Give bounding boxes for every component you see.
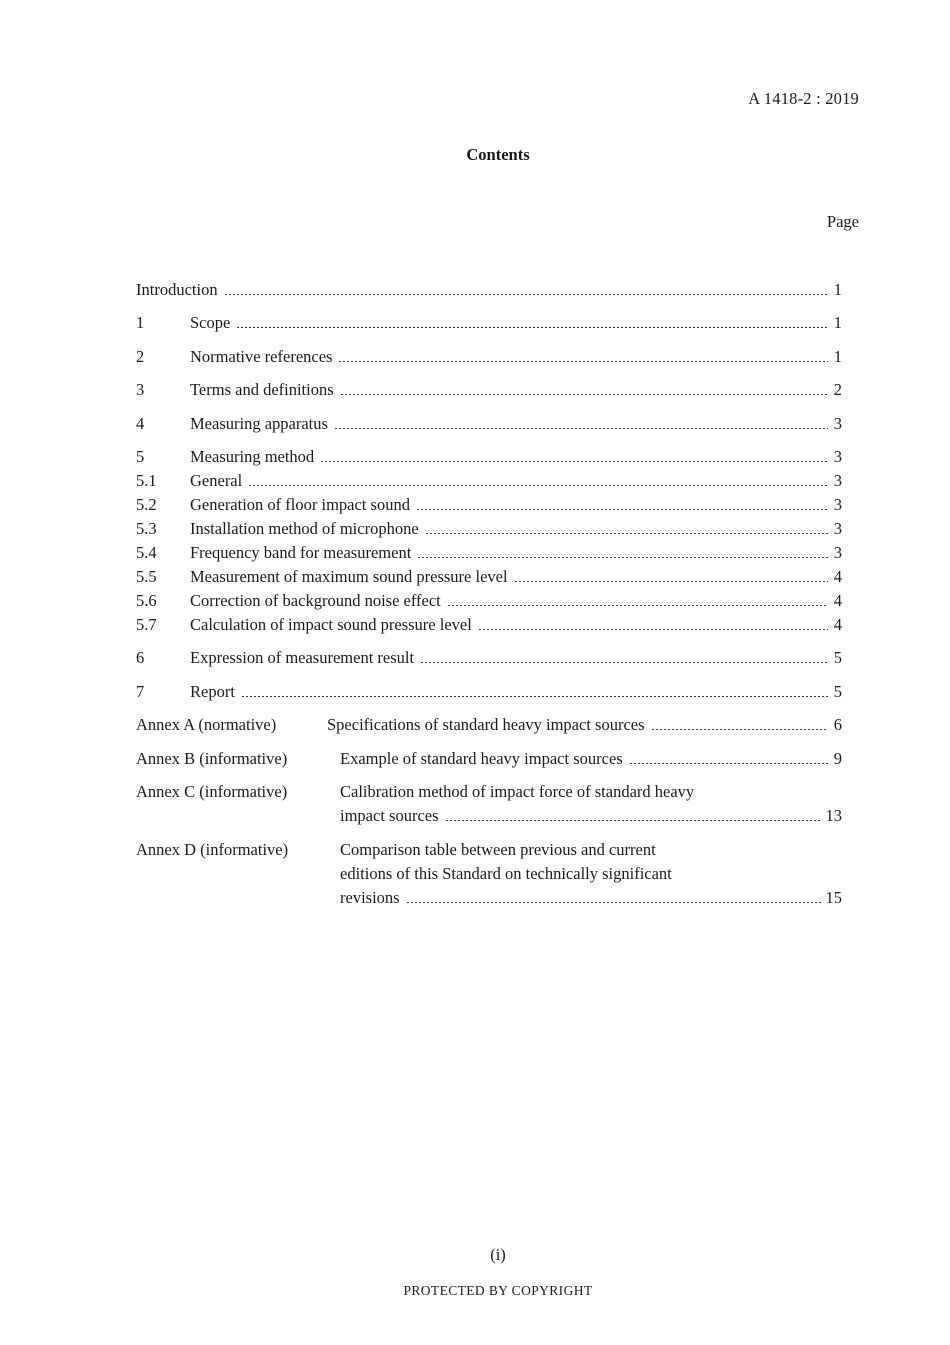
toc-entry-page: 3 xyxy=(833,495,842,514)
toc-entry-page: 3 xyxy=(833,519,842,538)
toc-entry-label: Measuring apparatus xyxy=(190,414,328,433)
copyright-notice: PROTECTED BY COPYRIGHT xyxy=(403,1283,593,1298)
dot-leader xyxy=(248,485,828,486)
toc-entry-installation-microphone[interactable] xyxy=(136,517,842,539)
dot-leader xyxy=(417,557,828,558)
toc-annex-b[interactable] xyxy=(136,747,842,769)
annex-title-line: Comparison table between previous and current xyxy=(340,840,656,859)
toc-annex-c[interactable] xyxy=(136,780,842,828)
toc-entry-page: 3 xyxy=(833,543,842,562)
dot-leader xyxy=(478,629,828,630)
toc-entry-page: 3 xyxy=(833,447,842,466)
toc-entry-page: 3 xyxy=(833,414,842,433)
toc-entry-page: 2 xyxy=(833,380,842,399)
toc-entry-label: Measuring method xyxy=(190,447,315,466)
toc-entry-number: 5.2 xyxy=(136,495,157,514)
toc-entry-normative-references[interactable] xyxy=(136,345,842,367)
toc-entry-page: 1 xyxy=(833,280,842,299)
toc-entry-label: Normative references xyxy=(190,347,333,366)
toc-entry-label: Scope xyxy=(190,313,231,332)
toc-entry-number: 5.5 xyxy=(136,567,157,586)
toc-entry-number: 3 xyxy=(136,380,145,399)
dot-leader xyxy=(514,581,828,582)
dot-leader xyxy=(420,662,828,663)
toc-entry-label: Generation of floor impact sound xyxy=(190,495,410,514)
dot-leader xyxy=(340,394,828,395)
toc-entry-page: 4 xyxy=(833,615,842,634)
toc-entry-page: 4 xyxy=(833,591,842,610)
toc-entry-label: Measurement of maximum sound pressure level xyxy=(190,567,508,586)
toc-entry-number: 5 xyxy=(136,447,145,466)
toc-entry-page: 5 xyxy=(833,682,842,701)
toc-entry-label: Terms and definitions xyxy=(190,380,334,399)
toc-entry-page: 1 xyxy=(833,313,842,332)
toc-entry-number: 5.1 xyxy=(136,471,157,490)
annex-page: 6 xyxy=(833,715,842,734)
annex-title: Example of standard heavy impact sources xyxy=(340,749,623,768)
dot-leader xyxy=(651,729,828,730)
toc-entry-number: 7 xyxy=(136,682,145,701)
annex-page: 15 xyxy=(825,888,842,907)
annex-page: 13 xyxy=(825,806,842,825)
toc-entry-terms-definitions[interactable] xyxy=(136,378,842,400)
toc-entry-number: 5.3 xyxy=(136,519,157,538)
toc-entry-label: Frequency band for measurement xyxy=(190,543,412,562)
toc-entry-page: 4 xyxy=(833,567,842,586)
dot-leader xyxy=(425,533,828,534)
annex-label: Annex A (normative) xyxy=(136,715,277,734)
toc-entry-expression-result[interactable] xyxy=(136,646,842,668)
toc-entry-impact-sound-calc[interactable] xyxy=(136,613,842,635)
toc-annex-d[interactable] xyxy=(136,838,842,910)
toc-entry-measuring-apparatus[interactable] xyxy=(136,412,842,434)
annex-label: Annex C (informative) xyxy=(136,782,288,801)
page-column-label: Page xyxy=(826,212,859,231)
page-title: Contents xyxy=(466,145,530,164)
toc-entry-number: 1 xyxy=(136,313,145,332)
toc-entry-report[interactable] xyxy=(136,680,842,702)
toc-entry-scope[interactable] xyxy=(136,311,842,333)
dot-leader xyxy=(447,605,828,606)
toc-entry-measuring-method[interactable] xyxy=(136,445,842,467)
dot-leader xyxy=(338,361,828,362)
toc-entry-number: 5.6 xyxy=(136,591,157,610)
toc-entry-label: Expression of measurement result xyxy=(190,648,415,667)
dot-leader xyxy=(320,461,828,462)
toc-entry-max-sound-pressure[interactable] xyxy=(136,565,842,587)
toc-entry-page: 3 xyxy=(833,471,842,490)
toc-entry-label: Report xyxy=(190,682,235,701)
toc-entry-introduction[interactable] xyxy=(136,278,842,300)
annex-title: Specifications of standard heavy impact sources xyxy=(327,715,645,734)
toc-entry-label: Calculation of impact sound pressure level xyxy=(190,615,472,634)
page-number: (i) xyxy=(490,1245,506,1264)
toc-entry-label: General xyxy=(190,471,243,490)
toc-annex-a[interactable] xyxy=(136,713,842,735)
toc-entry-number: 2 xyxy=(136,347,145,366)
dot-leader xyxy=(236,327,828,328)
annex-page: 9 xyxy=(833,749,842,768)
annex-title-line: editions of this Standard on technically significant xyxy=(340,864,672,883)
dot-leader xyxy=(224,294,828,295)
dot-leader xyxy=(445,820,821,821)
dot-leader xyxy=(241,696,828,697)
annex-label: Annex D (informative) xyxy=(136,840,289,859)
toc-entry-general[interactable] xyxy=(136,469,842,491)
toc-entry-number: 6 xyxy=(136,648,145,667)
toc-entry-background-noise[interactable] xyxy=(136,589,842,611)
annex-title-line: revisions xyxy=(340,888,400,907)
toc-entry-label: Installation method of microphone xyxy=(190,519,419,538)
annex-label: Annex B (informative) xyxy=(136,749,288,768)
toc-entry-number: 4 xyxy=(136,414,145,433)
toc-entry-label: Correction of background noise effect xyxy=(190,591,441,610)
toc-entry-number: 5.4 xyxy=(136,543,157,562)
dot-leader xyxy=(406,902,821,903)
dot-leader xyxy=(629,763,828,764)
toc-entry-frequency-band[interactable] xyxy=(136,541,842,563)
toc-entry-generation-floor-impact[interactable] xyxy=(136,493,842,515)
toc-entry-page: 1 xyxy=(833,347,842,366)
toc-entry-page: 5 xyxy=(833,648,842,667)
standard-number: A 1418-2 : 2019 xyxy=(748,89,859,108)
toc-entry-number: 5.7 xyxy=(136,615,157,634)
toc-entry-label: Introduction xyxy=(136,280,218,299)
dot-leader xyxy=(416,509,828,510)
annex-title-line: impact sources xyxy=(340,806,439,825)
dot-leader xyxy=(334,428,828,429)
annex-title-line: Calibration method of impact force of standard heavy xyxy=(340,782,695,801)
